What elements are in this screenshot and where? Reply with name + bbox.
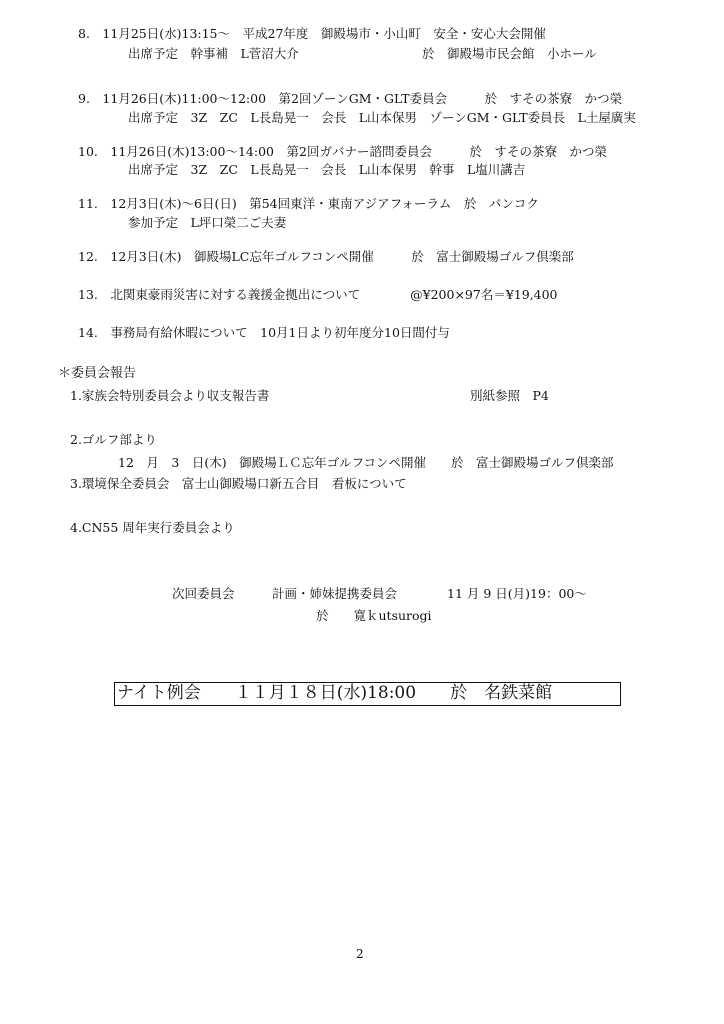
item-8-line-2: 出席予定 幹事補 L菅沼大介 (128, 46, 299, 61)
committee-report-1-reference: 別紙参照 P4 (470, 388, 549, 403)
item-8-line-1: 8. 11月25日(水)13:15～ 平成27年度 御殿場市・小山町 安全・安心大会開催 (78, 26, 546, 41)
item-11-line-1: 11. 12月3日(木)～6日(日) 第54回東洋・東南アジアフォーラム 於 バンコク (78, 196, 539, 211)
committee-report-2: 2.ゴルフ部より (70, 432, 157, 447)
item-12-line-1: 12. 12月3日(木) 御殿場LC忘年ゴルフコンペ開催 於 富士御殿場ゴルフ倶楽部 (78, 249, 574, 264)
item-11-line-2: 参加予定 L坪口榮二ご夫妻 (128, 215, 287, 230)
item-13-line-1: 13. 北関東豪雨災害に対する義援金拠出について @¥200×97名＝¥19,400 (78, 287, 558, 302)
night-meeting-banner: ナイト例会 １１月１８日(水)18:00 於 名鉄菜館 (114, 682, 621, 706)
committee-report-2-detail: 12 月 3 日(木) 御殿場ＬＣ忘年ゴルフコンペ開催 於 富士御殿場ゴルフ倶楽部 (118, 455, 614, 470)
page-number: 2 (356, 947, 364, 961)
committee-report-4: 4.CN55 周年実行委員会より (70, 520, 235, 535)
item-14-line-1: 14. 事務局有給休暇について 10月1日より初年度分10日間付与 (78, 325, 450, 340)
committee-report-1: 1.家族会特別委員会より収支報告書 (70, 388, 270, 403)
item-10-line-2: 出席予定 3Z ZC L長島晃一 会長 L山本保男 幹事 L塩川講吉 (128, 162, 526, 177)
next-meeting-line-1: 次回委員会 計画・姉妹提携委員会 11 月 9 日(月)19：00～ (172, 586, 587, 601)
item-9-line-2: 出席予定 3Z ZC L長島晃一 会長 L山本保男 ゾーンGM・GLT委員長 L土屋廣実 (128, 110, 636, 125)
next-meeting-location: 於 寛ｋutsurogi (316, 608, 432, 623)
item-9-line-1: 9. 11月26日(木)11:00～12:00 第2回ゾーンGM・GLT委員会 於 すその茶寮 かつ榮 (78, 91, 623, 106)
committee-report-3: 3.環境保全委員会 富士山御殿場口新五合目 看板について (70, 476, 407, 491)
committee-heading: ＊委員会報告 (58, 366, 137, 381)
item-10-line-1: 10. 11月26日(木)13:00～14:00 第2回ガバナー諮問委員会 於 すその茶寮 かつ榮 (78, 144, 607, 159)
item-8-location: 於 御殿場市民会館 小ホール (422, 46, 597, 61)
